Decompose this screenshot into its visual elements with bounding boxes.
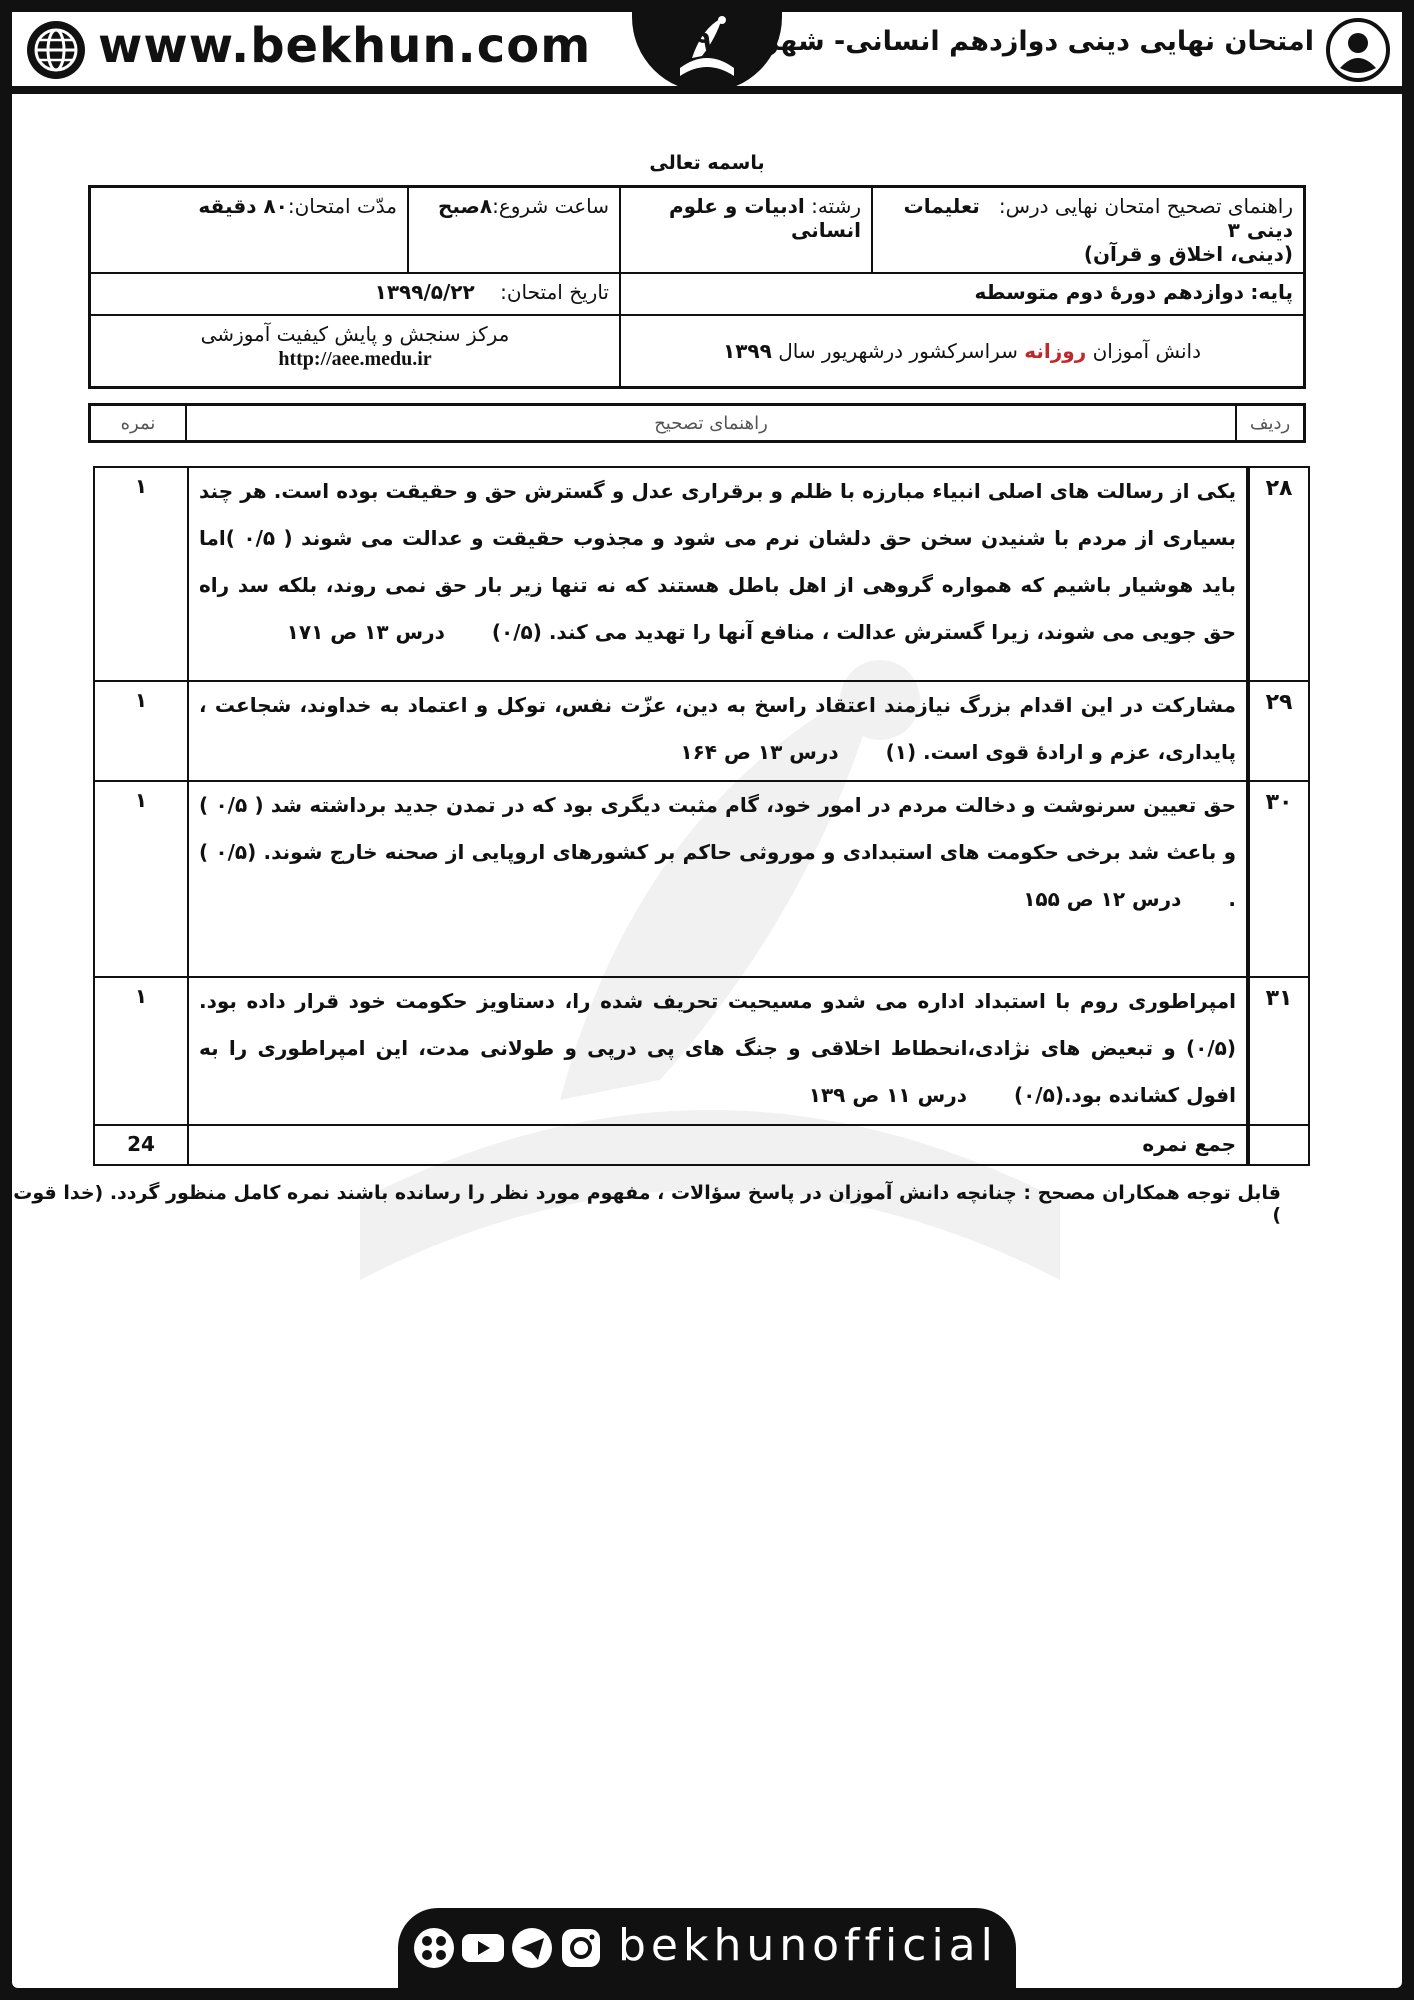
table-row <box>94 467 1309 681</box>
center-url[interactable]: http://aee.medu.ir <box>278 348 432 370</box>
row-number: ۲۸ <box>1248 467 1309 681</box>
course-cell: راهنمای تصحیح امتحان نهایی درس: تعلیمات دینی ۳ (دینی، اخلاق و قرآن) <box>872 187 1305 274</box>
social-footer <box>398 1908 1016 1988</box>
social-handle[interactable]: bekhunofficial <box>618 1920 998 1971</box>
column-score: نمره <box>90 405 187 442</box>
field-name: ادبیات و علوم انسانی <box>668 194 861 242</box>
duration-cell: مدّت امتحان:۸۰ دقیقه <box>90 187 409 274</box>
row-number: ۲۹ <box>1248 681 1309 781</box>
instagram-icon[interactable] <box>562 1929 600 1967</box>
exam-info-table <box>88 185 1306 389</box>
grader-note: قابل توجه همکاران مصحح : چنانچه دانش آموزان در پاسخ سؤالات ، مفهوم مورد نظر را رسانده باشند نمره کامل منظور گردد. (خدا قوت ) <box>13 1182 1281 1226</box>
lesson-reference: درس ۱۱ ص ۱۳۹ <box>808 1083 967 1107</box>
website-link[interactable]: www.bekhun.com <box>98 18 592 74</box>
course-name: تعلیمات دینی ۳ <box>903 194 1293 242</box>
students-type: روزانه <box>1024 338 1087 363</box>
row-score: ۱ <box>94 681 188 781</box>
answer-text: مشارکت در این اقدام بزرگ نیازمند اعتقاد راسخ به دین، عزّت نفس، توکل و اعتماد به خداوند، شجاعت ، پایداری، عزم و ارادهٔ قوی است. (۱) درس ۱۳ ص ۱۶۴ <box>188 681 1248 781</box>
grade-value: دوازدهم دورهٔ دوم متوسطه <box>974 280 1244 304</box>
answer-text: امپراطوری روم با استبداد اداره می شدو مسیحیت تحریف شده را، دستاویز حکومت خود قرار داده بود. (۰/۵) و تبعیض های نژادی،انحطاط اخلاقی و جنگ های پی درپی و طولانی مدت، این امپراطوری را به افول کشانده بود.(۰/۵) درس ۱۱ ص ۱۳۹ <box>188 977 1248 1125</box>
answer-text: یکی از رسالت های اصلی انبیاء مبارزه با ظلم و برقراری عدل و گسترش حق و حقیقت بوده است. هر چند بسیاری از مردم با شنیدن سخن حق دلشان نرم می شود و مجذوب حقیقت و عدالت می شوند ( ۰/۵ )اما باید هوشیار باشیم که همواره گروهی از اهل باطل هستند که نه تنها زیر بار حق نمی روند، بلکه سد راه حق جویی می شوند، زیرا گسترش عدالت ، منافع آنها را تهدید می کند. (۰/۵) درس ۱۳ ص ۱۷۱ <box>188 467 1248 681</box>
course-subtitle: (دینی، اخلاق و قرآن) <box>1083 242 1293 266</box>
total-value: 24 <box>94 1125 188 1165</box>
row-score: ۱ <box>94 467 188 681</box>
table-row <box>94 977 1309 1125</box>
lesson-reference: درس ۱۲ ص ۱۵۵ <box>1023 887 1182 911</box>
answer-text: حق تعیین سرنوشت و دخالت مردم در امور خود، گام مثبت دیگری بود که در تمدن جدید برداشته شد ( ۰/۵ ) و باعث شد برخی حکومت های استبدادی و موروثی حاکم بر کشورهای اروپایی از صحنه خارج شوند. (۰/۵ ) . درس ۱۲ ص ۱۵۵ <box>188 781 1248 977</box>
center-cell: مرکز سنجش و پایش کیفیت آموزشی http://aee.medu.ir <box>90 315 621 387</box>
row-score: ۱ <box>94 977 188 1125</box>
date-cell: تاریخ امتحان: ۱۳۹۹/۵/۲۲ <box>90 273 621 315</box>
grade-cell: پایه: دوازدهم دورهٔ دوم متوسطه <box>620 273 1305 315</box>
user-icon[interactable] <box>1326 18 1390 82</box>
students-cell: دانش آموزان روزانه سراسرکشور درشهریور سال ۱۳۹۹ <box>620 315 1305 387</box>
row-number: ۳۱ <box>1248 977 1309 1125</box>
start-time-cell: ساعت شروع:۸صبح <box>408 187 620 274</box>
answer-table-header <box>88 403 1306 443</box>
table-row <box>94 681 1309 781</box>
basmala-heading: باسمه تعالی <box>649 152 765 174</box>
exam-date: ۱۳۹۹/۵/۲۲ <box>374 280 475 304</box>
globe-icon <box>26 20 86 80</box>
aparat-icon[interactable] <box>414 1928 454 1968</box>
lesson-reference: درس ۱۳ ص ۱۷۱ <box>286 620 445 644</box>
row-score: ۱ <box>94 781 188 977</box>
total-label: جمع نمره <box>188 1125 1248 1165</box>
telegram-icon[interactable] <box>512 1928 552 1968</box>
total-row <box>94 1125 1309 1165</box>
total-empty-cell <box>1248 1125 1309 1165</box>
exam-title: امتحان نهایی دینی دوازدهم انسانی- شهریور ۱۳۹۹ <box>645 26 1314 57</box>
column-row: ردیف <box>1236 405 1305 442</box>
youtube-icon[interactable] <box>462 1934 504 1962</box>
lesson-reference: درس ۱۳ ص ۱۶۴ <box>680 740 839 764</box>
column-guide: راهنمای تصحیح <box>186 405 1236 442</box>
field-cell: رشته: ادبیات و علوم انسانی <box>620 187 872 274</box>
table-row <box>94 781 1309 977</box>
answers-table <box>93 466 1310 1166</box>
row-number: ۳۰ <box>1248 781 1309 977</box>
